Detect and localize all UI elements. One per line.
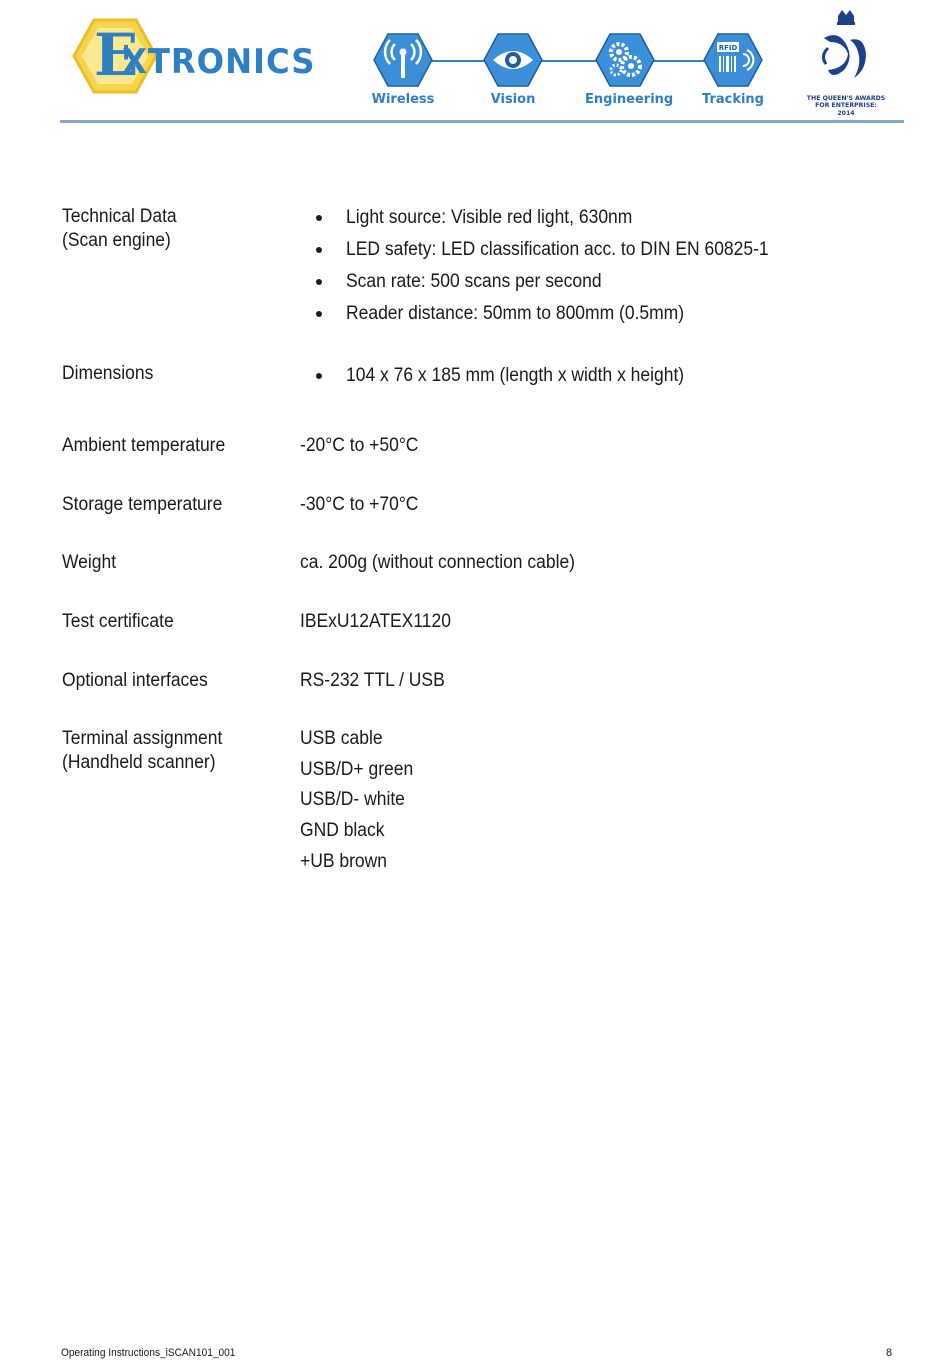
spec-value: RS-232 TTL / USB [300,670,445,691]
queens-award-emblem-icon [816,8,876,88]
service-vision [473,32,553,117]
footer-document-name: Operating Instructions_iSCAN101_001 [61,1347,236,1359]
spec-label: Ambient temperature [62,435,226,456]
spec-value: ca. 200g (without connection cable) [300,552,576,573]
spec-label: Weight [62,552,117,573]
header-divider [60,120,904,123]
extronics-logo [72,16,322,98]
service-label: Wireless [371,92,435,107]
footer-page-number: 8 [886,1347,893,1359]
queens-award-badge [806,8,886,118]
service-label: Engineering [585,92,674,107]
terminal-line: GND black [300,820,385,842]
rfid-text: RFID [718,44,738,52]
terminal-line: USB cable [300,728,383,749]
service-label: Tracking [702,92,764,107]
spec-label: Terminal assignment [62,728,223,749]
wireless-icon [373,32,433,88]
terminal-lines [300,727,423,880]
terminal-line: USB/D- white [300,789,405,811]
spec-label: Dimensions [62,363,154,384]
award-line: THE QUEEN'S AWARDS [806,95,886,102]
spec-label: Storage temperature [62,494,223,515]
terminal-line: +UB brown [300,850,387,872]
spec-value: -20°C to +50°C [300,435,419,456]
spec-value: IBExU12ATEX1120 [300,611,451,632]
logo-initial: E [94,21,139,89]
service-wireless [363,32,443,117]
spec-label: Optional interfaces [62,670,208,691]
spec-label: Test certificate [62,611,174,632]
rfid-barcode-icon [703,32,763,88]
service-engineering [585,32,674,117]
spec-label: Technical Data [62,206,177,227]
spec-value: -30°C to +70°C [300,494,419,515]
terminal-line: USB/D+ green [300,758,414,780]
award-line: 2014 [837,109,855,117]
logo-wordmark: XTRONICS [122,42,316,82]
eye-icon [483,32,543,88]
award-line: FOR ENTERPRISE: [815,102,877,110]
gears-icon [595,32,655,88]
spec-label-sub: (Scan engine) [62,230,171,251]
service-label: Vision [490,92,536,107]
page-header [0,0,950,130]
spec-label-sub: (Handheld scanner) [62,752,216,773]
service-tracking [693,32,773,117]
